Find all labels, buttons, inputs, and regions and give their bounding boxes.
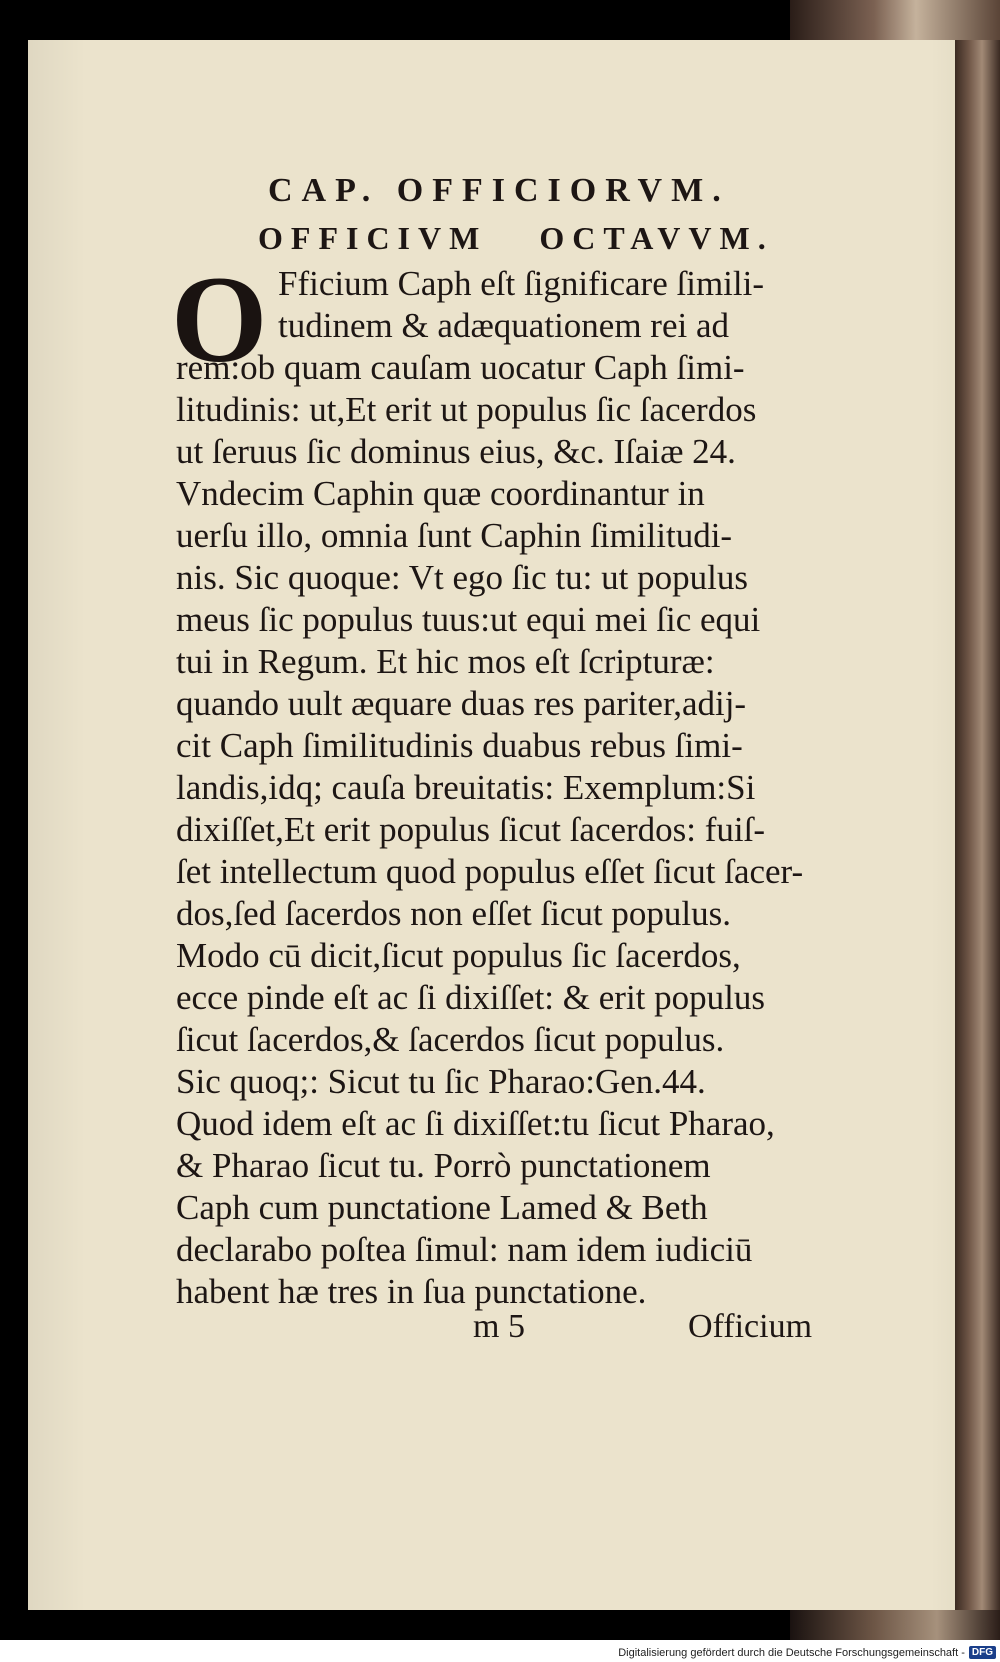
credit-bar: [0, 1640, 1000, 1662]
text-line: Sic quoq;: Sicut tu ſic Pharao:Gen.44.: [176, 1062, 706, 1101]
text-line: habent hæ tres in ſua punctatione.: [176, 1272, 647, 1311]
text-line: quando uult æquare duas res pariter,adij-: [176, 684, 747, 723]
dfg-logo-icon: DFG: [969, 1646, 996, 1659]
text-line: uerſu illo, omnia ſunt Caphin ſimilitudi-: [176, 516, 733, 555]
catchword: Officium: [688, 1308, 813, 1345]
book-page: [28, 40, 988, 1610]
drop-cap: O: [171, 251, 268, 388]
text-line: cit Caph ſimilitudinis duabus rebus ſimi-: [176, 726, 743, 765]
text-line: Fficium Caph eſt ſignificare ſimili-: [278, 264, 765, 303]
text-line: Vndecim Caphin quæ coordinantur in: [176, 474, 705, 513]
text-line: ecce pinde eſt ac ſi dixiſſet: & erit populus: [176, 978, 765, 1017]
text-line: & Pharao ſicut tu. Porrò punctationem: [176, 1146, 711, 1185]
binding-bottom: [790, 1610, 1000, 1640]
text-line: tudinem & adæquationem rei ad: [278, 306, 730, 345]
text-line: Caph cum punctatione Lamed & Beth: [176, 1188, 708, 1227]
text-line: landis,idq; cauſa breuitatis: Exemplum:Si: [176, 768, 756, 807]
text-line: declarabo poſtea ſimul: nam idem iudiciū: [176, 1230, 753, 1269]
binding-top: [790, 0, 1000, 40]
text-line: tui in Regum. Et hic mos eſt ſcripturæ:: [176, 642, 715, 681]
signature-mark: m 5: [473, 1308, 525, 1345]
text-line: meus ſic populus tuus:ut equi mei ſic equi: [176, 600, 761, 639]
text-line: dixiſſet,Et erit populus ſicut ſacerdos: fuiſ-: [176, 810, 766, 849]
text-line: nis. Sic quoque: Vt ego ſic tu: ut populus: [176, 558, 748, 597]
text-line: dos,ſed ſacerdos non eſſet ſicut populus.: [176, 894, 732, 933]
text-line: rem:ob quam cauſam uocatur Caph ſimi-: [176, 348, 745, 387]
text-line: ut ſeruus ſic dominus eius, &c. Iſaiæ 24.: [176, 432, 736, 471]
text-line: litudinis: ut,Et erit ut populus ſic ſacerdos: [176, 390, 757, 429]
running-title: CAP. OFFICIORVM.: [268, 172, 730, 209]
text-line: ſicut ſacerdos,& ſacerdos ſicut populus.: [176, 1020, 725, 1059]
text-line: Quod idem eſt ac ſi dixiſſet:tu ſicut Pharao,: [176, 1104, 775, 1143]
section-title: OFFICIVM OCTAVVM.: [258, 220, 774, 256]
credit-text: Digitalisierung gefördert durch die Deutsche Forschungsgemeinschaft -: [618, 1646, 965, 1659]
credit-line: [618, 1646, 996, 1659]
text-line: Modo cū dicit,ſicut populus ſic ſacerdos,: [176, 936, 741, 975]
text-line: ſet intellectum quod populus eſſet ſicut ſacer-: [176, 852, 804, 891]
book-edge: [955, 0, 1000, 1610]
